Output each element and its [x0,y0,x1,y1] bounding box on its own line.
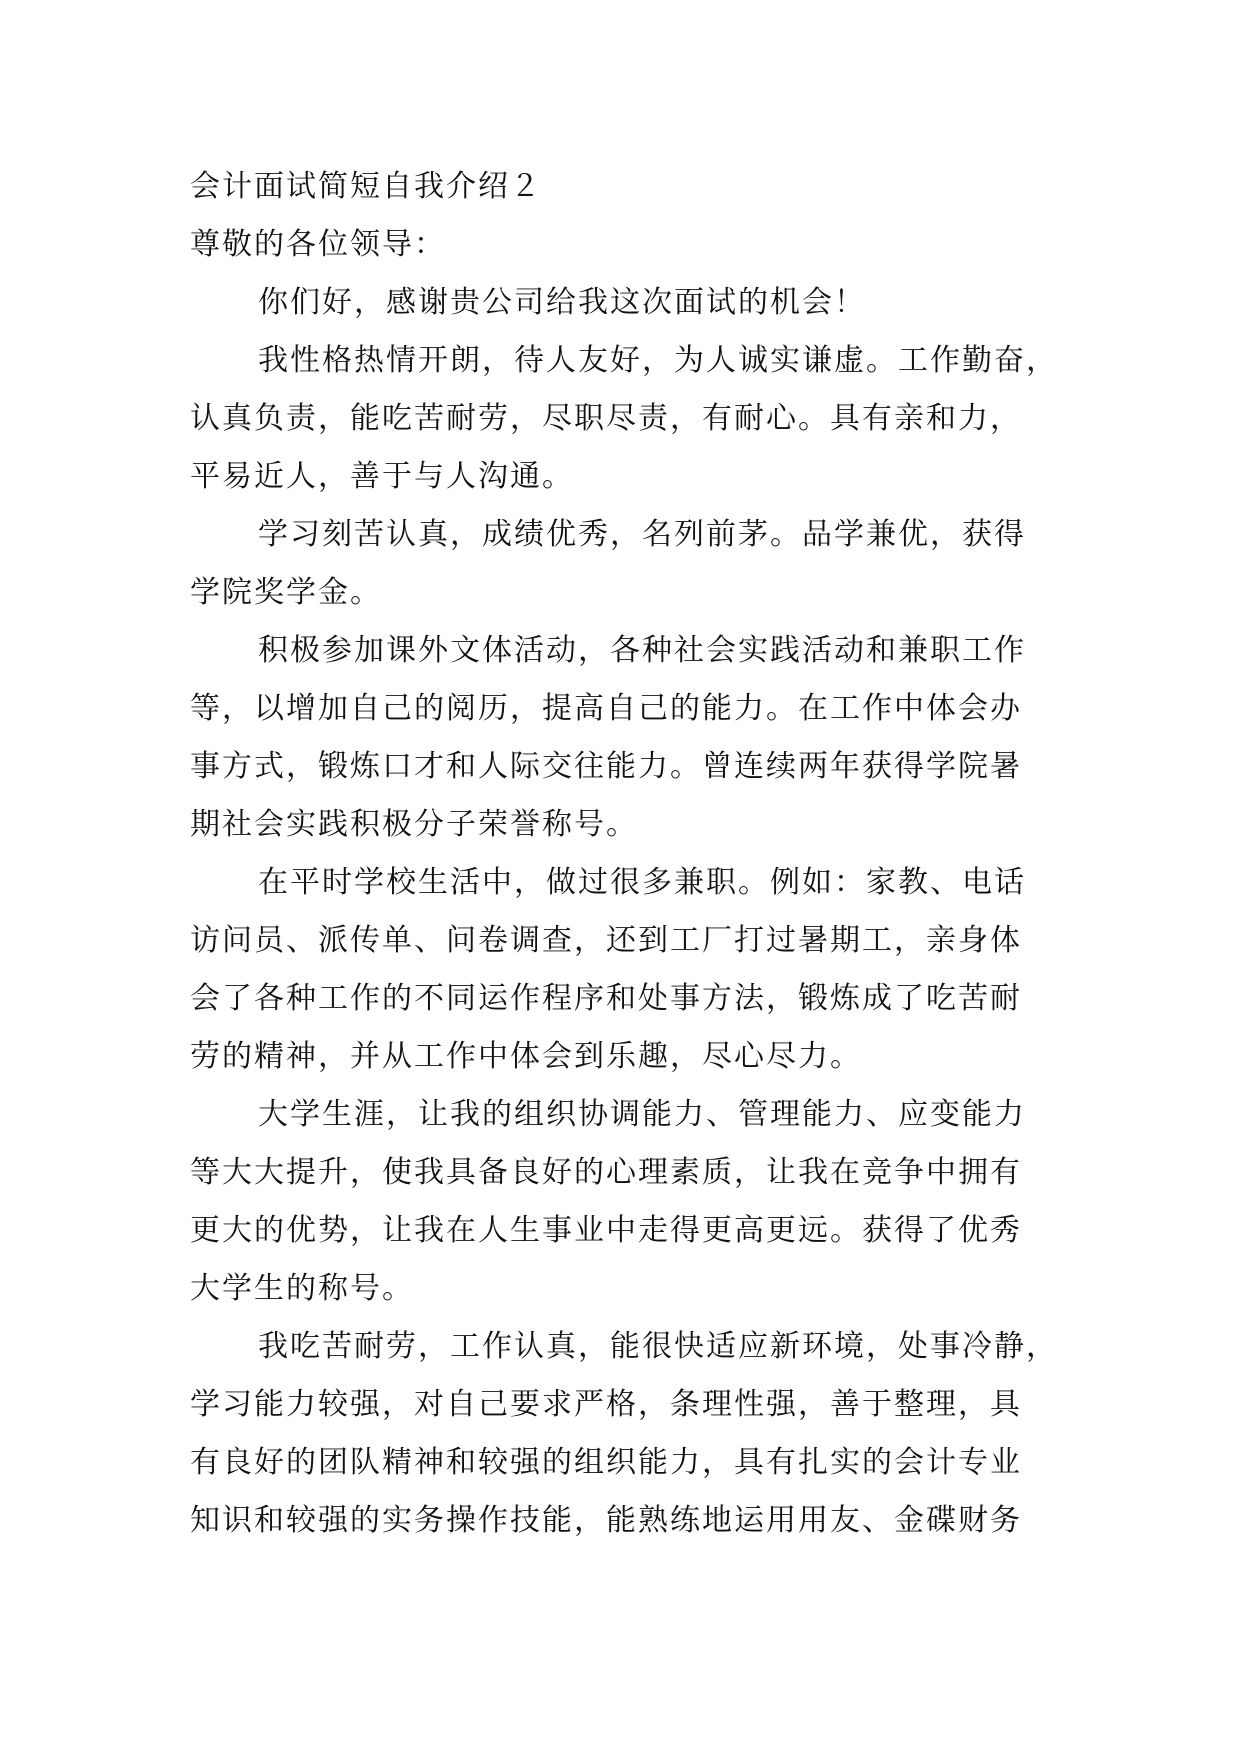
paragraph-line: 积极参加课外文体活动，各种社会实践活动和兼职工作 [258,633,1026,668]
paragraph-line: 事方式，锻炼口才和人际交往能力。曾连续两年获得学院暑 [190,749,1022,784]
paragraph-line: 更大的优势，让我在人生事业中走得更高更远。获得了优秀 [190,1213,1022,1248]
document-title: 会计面试简短自我介绍２ [190,169,542,204]
paragraph-line: 在平时学校生活中，做过很多兼职。例如：家教、电话 [258,865,1026,900]
paragraph-line: 劳的精神，并从工作中体会到乐趣，尽心尽力。 [190,1039,862,1074]
paragraph-line: 大学生的称号。 [190,1271,414,1306]
paragraph-line: 有良好的团队精神和较强的组织能力，具有扎实的会计专业 [190,1445,1022,1480]
paragraph-line: 等大大提升，使我具备良好的心理素质，让我在竞争中拥有 [190,1155,1022,1190]
paragraph-line: 我性格热情开朗，待人友好，为人诚实谦虚。工作勤奋， [258,343,1058,378]
paragraph-line: 平易近人，善于与人沟通。 [190,459,574,494]
paragraph-line: 会了各种工作的不同运作程序和处事方法，锻炼成了吃苦耐 [190,981,1022,1016]
paragraph-line: 学习刻苦认真，成绩优秀，名列前茅。品学兼优，获得 [258,517,1026,552]
document-body [190,158,1060,1550]
paragraph-line: 访问员、派传单、问卷调查，还到工厂打过暑期工，亲身体 [190,923,1022,958]
paragraph-skills [190,1318,1060,1550]
paragraph-line: 期社会实践积极分子荣誉称号。 [190,807,638,842]
salutation: 尊敬的各位领导： [190,227,446,262]
paragraph-university [190,1086,1060,1318]
paragraph-line: 学习能力较强，对自己要求严格，条理性强，善于整理，具 [190,1387,1022,1422]
paragraph-greeting [190,274,1060,332]
paragraph-line: 知识和较强的实务操作技能，能熟练地运用用友、金碟财务 [190,1503,1022,1538]
paragraph-line: 学院奖学金。 [190,575,382,610]
paragraph-line: 大学生涯，让我的组织协调能力、管理能力、应变能力 [258,1097,1026,1132]
paragraph-line: 我吃苦耐劳，工作认真，能很快适应新环境，处事冷静， [258,1329,1058,1364]
paragraph-activities [190,622,1060,854]
paragraph-part-time [190,854,1060,1086]
paragraph-line: 你们好，感谢贵公司给我这次面试的机会！ [258,285,866,320]
paragraph-personality [190,332,1060,506]
paragraph-study [190,506,1060,622]
paragraph-line: 认真负责，能吃苦耐劳，尽职尽责，有耐心。具有亲和力， [190,401,1022,436]
paragraph-line: 等，以增加自己的阅历，提高自己的能力。在工作中体会办 [190,691,1022,726]
